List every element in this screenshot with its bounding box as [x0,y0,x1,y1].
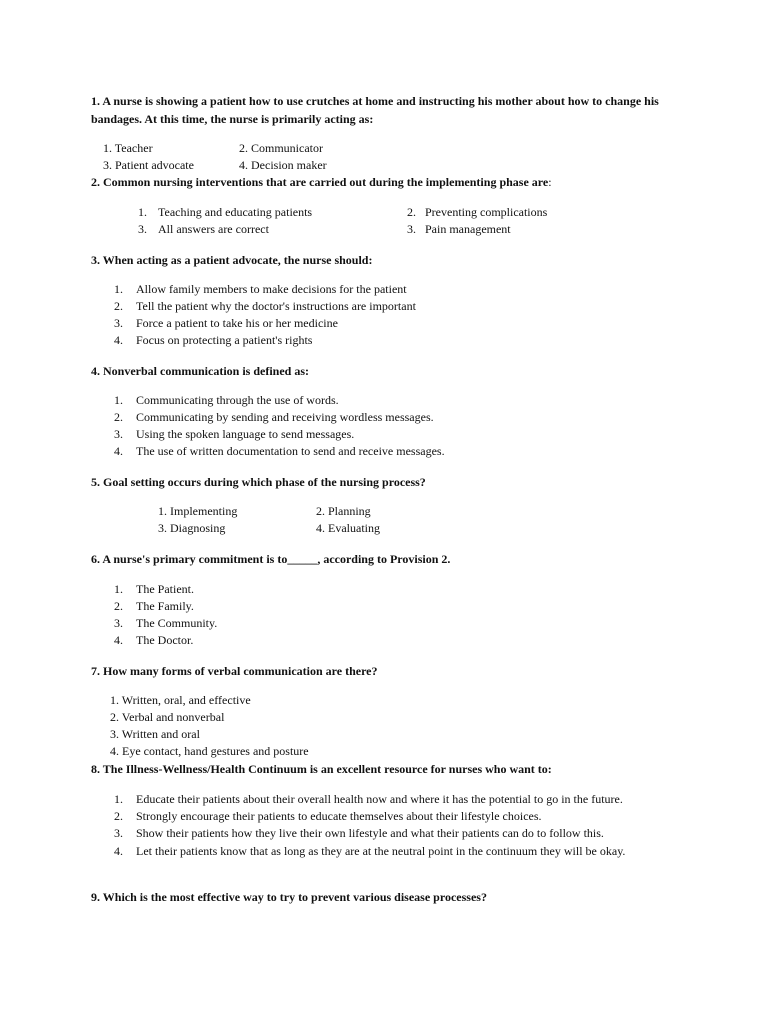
question-5: 5. Goal setting occurs during which phase of the nursing process? [91,475,426,489]
q6-option-4-number: 4. [114,633,123,647]
q2-option-4: Pain management [425,222,511,236]
q2-option-2: Preventing complications [425,205,548,219]
q8-option-3: Show their patients how they live their own lifestyle and what their patients can do to follow this. [136,826,604,840]
q3-option-4: Focus on protecting a patient's rights [136,333,313,347]
q4-option-4-number: 4. [114,444,123,458]
q6-option-2-number: 2. [114,599,123,613]
q8-option-2-number: 2. [114,809,123,823]
q7-option-2: 2. Verbal and nonverbal [110,710,225,724]
question-9: 9. Which is the most effective way to try to prevent various disease processes? [91,890,487,904]
q8-option-1-number: 1. [114,792,123,806]
q7-option-1: 1. Written, oral, and effective [110,693,251,707]
q2-option-1-number: 1. [138,205,147,219]
q1-option-3: 3. Patient advocate [103,158,194,172]
q3-option-4-number: 4. [114,333,123,347]
q3-option-1: Allow family members to make decisions for the patient [136,282,407,296]
q3-option-1-number: 1. [114,282,123,296]
q3-option-3: Force a patient to take his or her medicine [136,316,338,330]
q3-option-2: Tell the patient why the doctor's instructions are important [136,299,416,313]
q3-option-2-number: 2. [114,299,123,313]
q5-option-2: 2. Planning [316,504,371,518]
q6-option-3-number: 3. [114,616,123,630]
q4-option-3: Using the spoken language to send messages. [136,427,355,441]
question-7: 7. How many forms of verbal communication are there? [91,664,378,678]
q8-option-2: Strongly encourage their patients to educate themselves about their lifestyle choices. [136,809,542,823]
q4-option-2-number: 2. [114,410,123,424]
q1-option-1: 1. Teacher [103,141,153,155]
q5-option-3: 3. Diagnosing [158,521,226,535]
question-3: 3. When acting as a patient advocate, the nurse should: [91,253,373,267]
q4-option-1-number: 1. [114,393,123,407]
q5-option-4: 4. Evaluating [316,521,380,535]
q3-option-3-number: 3. [114,316,123,330]
q8-option-4: Let their patients know that as long as they are at the neutral point in the continuum they will be okay. [136,844,626,858]
q2-option-4-number: 3. [407,222,416,236]
q1-option-2: 2. Communicator [239,141,323,155]
q4-option-1: Communicating through the use of words. [136,393,339,407]
q6-option-1-number: 1. [114,582,123,596]
q4-option-4: The use of written documentation to send and receive messages. [136,444,445,458]
q6-option-2: The Family. [136,599,194,613]
q2-option-1: Teaching and educating patients [158,205,313,219]
q2-option-2-number: 2. [407,205,416,219]
q1-option-4: 4. Decision maker [239,158,327,172]
question-4: 4. Nonverbal communication is defined as: [91,364,310,378]
q6-option-3: The Community. [136,616,218,630]
q8-option-4-number: 4. [114,844,123,858]
q2-option-3: All answers are correct [158,222,269,236]
question-2: 2. Common nursing interventions that are carried out during the implementing phase are: [91,175,552,189]
q8-option-1: Educate their patients about their overall health now and where it has the potential to go in the future. [136,792,623,806]
q7-option-3: 3. Written and oral [110,727,200,741]
question-1: 1. A nurse is showing a patient how to use crutches at home and instructing his mother about how to change his bandages. At this time, the nurse is primarily acting as: [91,94,659,126]
q4-option-2: Communicating by sending and receiving wordless messages. [136,410,434,424]
q2-option-3-number: 3. [138,222,147,236]
question-8: 8. The Illness-Wellness/Health Continuum is an excellent resource for nurses who want to: [91,762,552,776]
q7-option-4: 4. Eye contact, hand gestures and posture [110,744,309,758]
q6-option-1: The Patient. [136,582,194,596]
q8-option-3-number: 3. [114,826,123,840]
q5-option-1: 1. Implementing [158,504,238,518]
q6-option-4: The Doctor. [136,633,194,647]
question-6: 6. A nurse's primary commitment is to_____, according to Provision 2. [91,552,451,566]
q4-option-3-number: 3. [114,427,123,441]
